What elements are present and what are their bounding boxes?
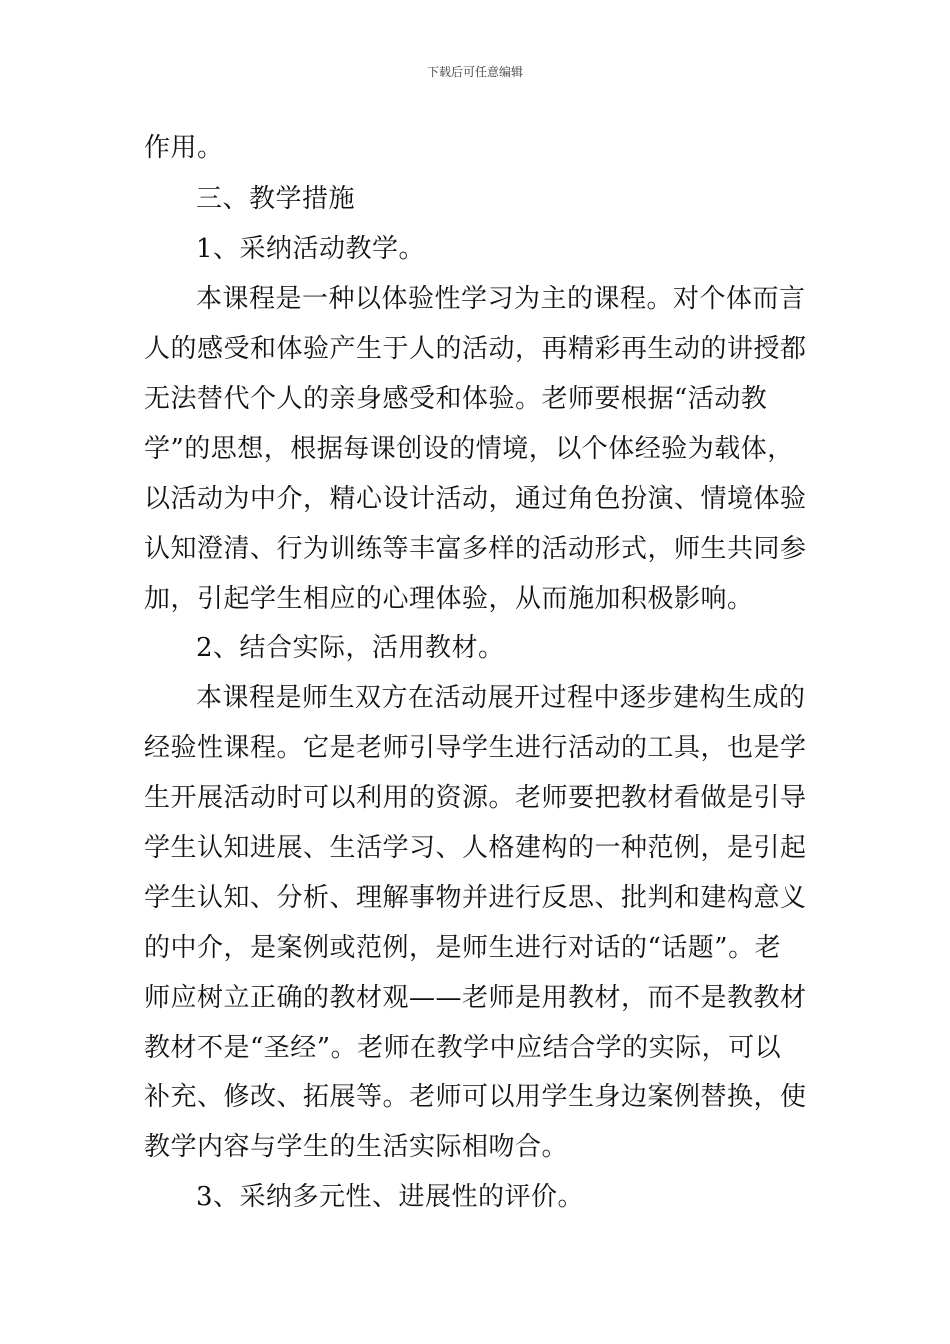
text-line: 人的感受和体验产生于人的活动，再精彩再生动的讲授都 [144,334,807,364]
section-heading: 三、教学措施 [196,184,356,214]
text-line: 本课程是师生双方在活动展开过程中逐步建构生成的 [196,683,806,713]
subsection-heading: 2、结合实际，活用教材。 [196,633,505,663]
text-line: 教学内容与学生的生活实际相吻合。 [144,1132,569,1162]
text-line: 补充、修改、拓展等。老师可以用学生身边案例替换，使 [144,1082,807,1112]
text-line: 学”的思想，根据每课创设的情境，以个体经验为载体， [144,434,794,464]
text-line: 教材不是“圣经”。老师在教学中应结合学的实际，可以 [144,1033,782,1063]
text-line: 的中介，是案例或范例，是师生进行对话的“话题”。老 [144,933,782,963]
subsection-heading: 3、采纳多元性、进展性的评价。 [196,1182,585,1212]
text-line: 师应树立正确的教材观——老师是用教材，而不是教教材 [144,983,807,1013]
subsection-heading: 1、采纳活动教学。 [196,234,426,264]
text-line: 学生认知进展、生活学习、人格建构的一种范例，是引起 [144,833,807,863]
text-line: 本课程是一种以体验性学习为主的课程。对个体而言 [196,284,806,314]
page-header-note: 下载后可任意编辑 [426,65,523,79]
text-line: 加，引起学生相应的心理体验，从而施加积极影响。 [144,584,754,614]
text-line: 认知澄清、行为训练等丰富多样的活动形式，师生共同参 [144,534,807,564]
text-line: 作用。 [144,133,224,163]
text-line: 无法替代个人的亲身感受和体验。老师要根据“活动教 [144,384,768,414]
text-line: 以活动为中介，精心设计活动，通过角色扮演、情境体验 [144,484,807,514]
text-line: 经验性课程。它是老师引导学生进行活动的工具，也是学 [144,733,807,763]
text-line: 学生认知、分析、理解事物并进行反思、批判和建构意义 [144,883,807,913]
text-line: 生开展活动时可以利用的资源。老师要把教材看做是引导 [144,783,807,813]
